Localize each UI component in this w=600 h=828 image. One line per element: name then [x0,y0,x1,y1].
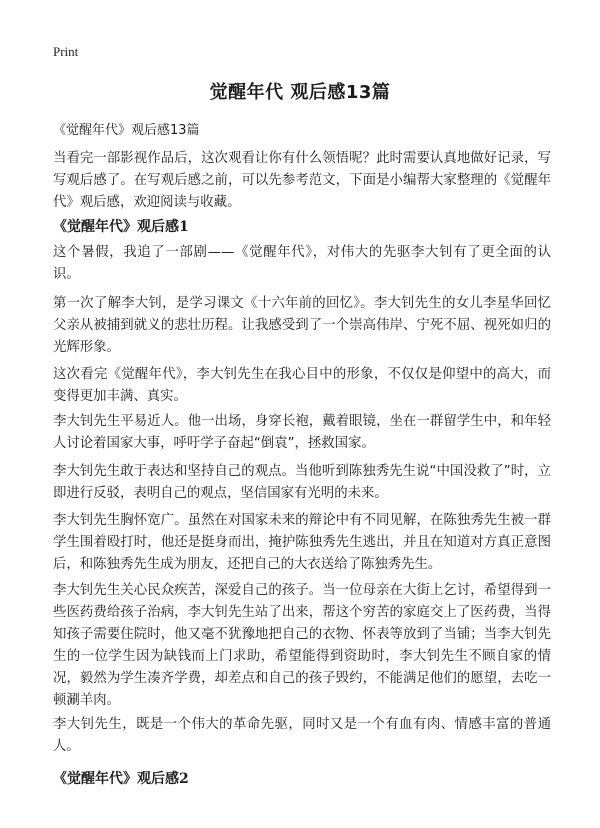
document-subtitle: 《觉醒年代》观后感13篇 [53,123,200,138]
section-heading-1: 《觉醒年代》观后感1 [53,219,189,235]
paragraph: 李大钊先生敢于表达和坚持自己的观点。当他听到陈独秀先生说“中国没救了”时，立即进行反驳，表明自己的观点，坚信国家有光明的未来。 [53,464,551,501]
paragraph: 李大钊先生平易近人。他一出场，身穿长袍，戴着眼镜，坐在一群留学生中，和年轻人讨论着国家大事，呼吁学子奋起“倒袁”，拯救国家。 [53,414,551,451]
paragraph: 这次看完《觉醒年代》，李大钊先生在我心目中的形象，不仅仅是仰望中的高大，而变得更加丰满、真实。 [53,367,551,404]
section-heading-2: 《觉醒年代》观后感2 [53,771,189,787]
paragraph: 李大钊先生关心民众疾苦，深爱自己的孩子。当一位母亲在大街上乞讨，希望得到一些医药费给孩子治病，李大钊先生站了出来，帮这个穷苦的家庭交上了医药费，当得知孩子需要住院时，他又毫不犹豫地把自己的衣物、怀表等放到了当铺；当李大钊先生的一位学生因为缺钱而上门求助，希望能得到资助时，李大钊先生不顾自家的情况，毅然为学生凑齐学费，却差点和自己的孩子毁约，不能满足他们的愿望，去吃一顿涮羊肉。 [53,583,551,708]
page-title: 觉醒年代 观后感13篇 [209,82,391,103]
paragraph: 李大钊先生胸怀宽广。虽然在对国家未来的辩论中有不同见解，在陈独秀先生被一群学生围着殴打时，他还是挺身而出，掩护陈独秀先生逃出，并且在知道对方真正意图后，和陈独秀先生成为朋友，还把自己的大衣送给了陈独秀先生。 [53,513,551,572]
paragraph: 这个暑假，我追了一部剧——《觉醒年代》，对伟大的先驱李大钊有了更全面的认识。 [53,245,551,282]
intro-paragraph: 当看完一部影视作品后，这次观看让你有什么领悟呢？此时需要认真地做好记录，写写观后感了。在写观后感之前，可以先参考范文，下面是小编帮大家整理的《觉醒年代》观后感，欢迎阅读与收藏。 [53,151,551,210]
paragraph: 李大钊先生，既是一个伟大的革命先驱，同时又是一个有血有肉、情感丰富的普通人。 [53,717,551,754]
print-link[interactable]: Print [53,44,79,59]
paragraph: 第一次了解李大钊，是学习课文《十六年前的回忆》。李大钊先生的女儿李星华回忆父亲从被捕到就义的悲壮历程。让我感受到了一个崇高伟岸、宁死不屈、视死如归的光辉形象。 [53,296,551,355]
